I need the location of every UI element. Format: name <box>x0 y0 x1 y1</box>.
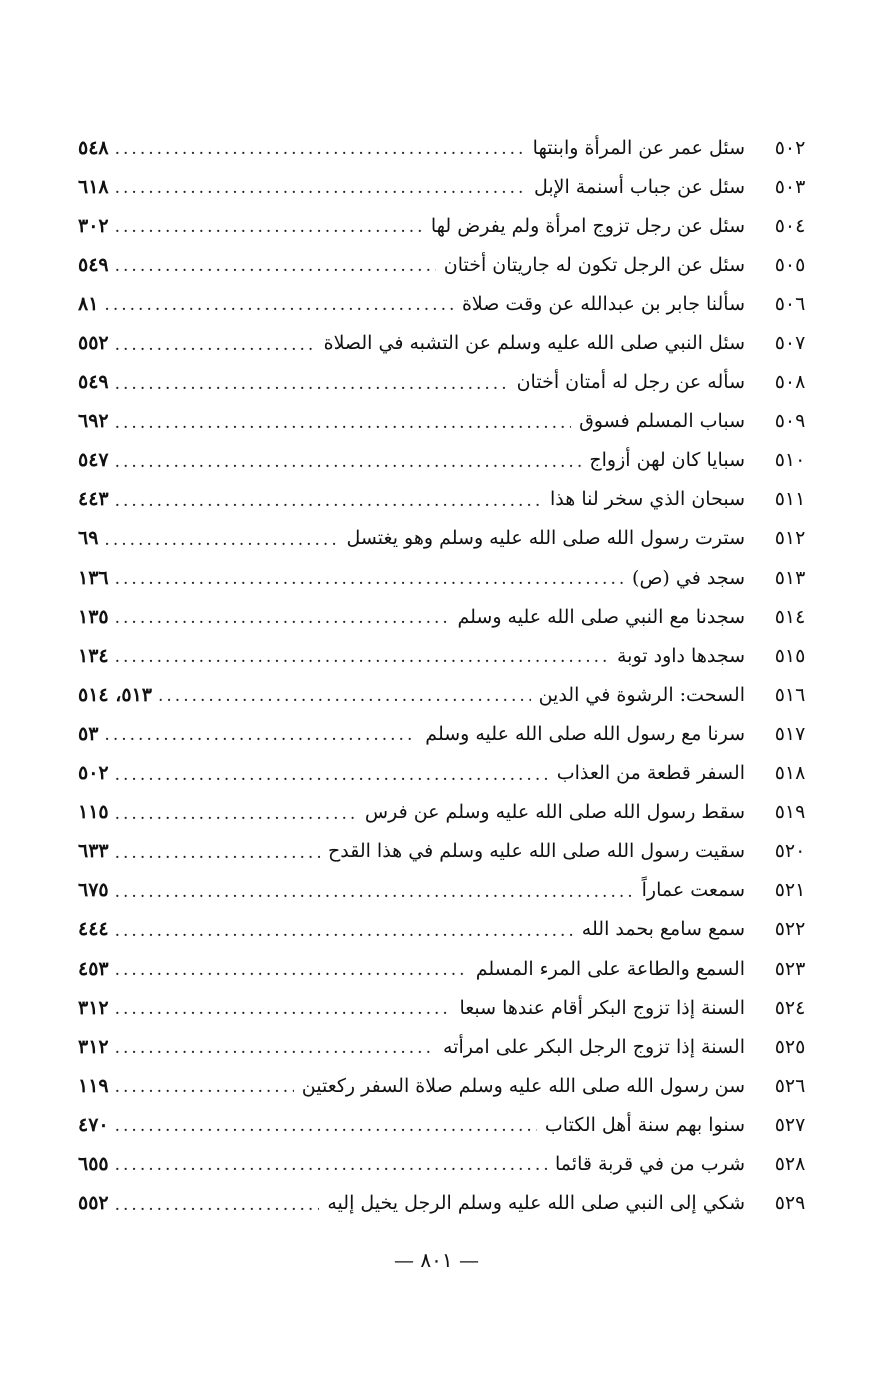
leader-dots <box>115 1001 452 1018</box>
entry-title: سباب المسلم فسوق <box>579 410 745 433</box>
index-entry <box>78 832 821 871</box>
entry-page: ٤٤٤ <box>78 918 109 941</box>
entry-number: ٥٠٥ <box>774 253 806 276</box>
entry-page: ٤٥٣ <box>78 957 109 980</box>
entry-page: ٣١٢ <box>78 1035 109 1058</box>
entry-number: ٥١٩ <box>774 801 806 824</box>
leader-dots <box>115 845 320 862</box>
entry-title: سئل عن رجل تزوج امرأة ولم يفرض لها <box>430 214 745 237</box>
leader-dots <box>115 649 609 666</box>
entry-title: سرنا مع رسول الله صلى الله عليه وسلم <box>425 722 745 745</box>
entry-title: سئل عن الرجل تكون له جاريتان أختان <box>443 253 745 276</box>
entry-number: ٥١٠ <box>774 449 806 472</box>
entry-title: السفر قطعة من العذاب <box>556 762 745 785</box>
entry-page: ١٣٦ <box>78 566 109 589</box>
index-entry <box>78 597 821 636</box>
index-entry <box>78 871 821 910</box>
leader-dots <box>115 806 357 823</box>
entry-number: ٥٢٧ <box>774 1113 806 1136</box>
entry-title: سألنا جابر بن عبدالله عن وقت صلاة <box>461 292 745 315</box>
entry-page: ٦٣٣ <box>78 840 109 863</box>
entry-page: ١١٥ <box>78 801 109 824</box>
entry-page: ٥٤٩ <box>78 253 109 276</box>
entry-page: ٥٤٨ <box>78 136 109 159</box>
entry-title: سقيت رسول الله صلى الله عليه وسلم في هذا القدح <box>327 840 745 863</box>
leader-dots <box>115 258 436 275</box>
entry-page: ٤٧٠ <box>78 1113 109 1136</box>
entry-page: ٣١٢ <box>78 996 109 1019</box>
entry-number: ٥٠٦ <box>774 292 806 315</box>
entry-title: شكي إلى النبي صلى الله عليه وسلم الرجل يخيل إليه <box>327 1192 745 1215</box>
entry-page: ٦٩ <box>78 527 99 550</box>
index-entry <box>78 793 821 832</box>
entry-number: ٥٢٣ <box>774 957 806 980</box>
leader-dots <box>115 1079 294 1096</box>
leader-dots <box>115 219 423 236</box>
index-entry <box>78 441 821 480</box>
leader-dots <box>115 610 450 627</box>
index-entry <box>78 323 821 362</box>
entry-number: ٥٢٢ <box>774 918 806 941</box>
leader-dots <box>104 532 338 549</box>
entry-page: ٨١ <box>78 292 99 315</box>
index-entry <box>78 988 821 1027</box>
index-entry <box>78 558 821 597</box>
entry-title: سجدها داود توبة <box>617 644 745 667</box>
leader-dots <box>104 297 454 314</box>
index-entry <box>78 245 821 284</box>
entry-number: ٥١٥ <box>774 644 806 667</box>
entry-page: ٦٩٢ <box>78 410 109 433</box>
entry-number: ٥١٤ <box>774 605 806 628</box>
entry-title: سأله عن رجل له أمتان أختان <box>516 371 745 394</box>
entry-number: ٥١١ <box>774 488 806 511</box>
entry-title: سن رسول الله صلى الله عليه وسلم صلاة السفر ركعتين <box>301 1074 745 1097</box>
index-entry <box>78 910 821 949</box>
entry-title: سئل عن جباب أسنمة الإبل <box>533 175 745 198</box>
entry-title: سجد في (ص) <box>632 566 745 589</box>
leader-dots <box>115 571 624 588</box>
leader-dots <box>115 376 509 393</box>
index-entry <box>78 1144 821 1183</box>
entry-title: سقط رسول الله صلى الله عليه وسلم عن فرس <box>364 801 745 824</box>
entry-page: ٤٤٣ <box>78 488 109 511</box>
entry-number: ٥٢٠ <box>774 840 806 863</box>
leader-dots <box>115 767 549 784</box>
entry-number: ٥١٢ <box>774 527 806 550</box>
entry-number: ٥١٣ <box>774 566 806 589</box>
index-entry <box>78 206 821 245</box>
entry-page: ٥١٣، ٥١٤ <box>78 683 152 706</box>
index-entry <box>78 675 821 714</box>
entry-number: ٥١٧ <box>774 722 806 745</box>
leader-dots <box>115 923 574 940</box>
leader-dots <box>115 962 468 979</box>
index-entry <box>78 1066 821 1105</box>
leader-dots <box>104 727 417 744</box>
index-entry <box>78 949 821 988</box>
entry-title: سئل عمر عن المرأة وابنتها <box>532 136 745 159</box>
entry-number: ٥٢٥ <box>774 1035 806 1058</box>
index-entry <box>78 402 821 441</box>
entry-number: ٥٢٨ <box>774 1152 806 1175</box>
index-entry <box>78 1105 821 1144</box>
entry-title: سئل النبي صلى الله عليه وسلم عن التشبه في الصلاة <box>323 332 745 355</box>
entry-title: سنوا بهم سنة أهل الكتاب <box>544 1113 745 1136</box>
index-entries <box>78 128 821 1223</box>
entry-title: السحت: الرشوة في الدين <box>538 683 745 706</box>
leader-dots <box>115 1040 435 1057</box>
entry-number: ٥٠٤ <box>774 214 806 237</box>
entry-title: سمعت عماراً <box>641 879 745 902</box>
index-entry <box>78 363 821 402</box>
entry-page: ٥٥٢ <box>78 1192 109 1215</box>
entry-title: السمع والطاعة على المرء المسلم <box>475 957 745 980</box>
entry-number: ٥٠٣ <box>774 175 806 198</box>
entry-page: ٣٠٢ <box>78 214 109 237</box>
index-entry <box>78 636 821 675</box>
entry-page: ٦٧٥ <box>78 879 109 902</box>
page-number: — ٨٠١ — <box>394 1248 479 1272</box>
entry-number: ٥٢٦ <box>774 1074 806 1097</box>
leader-dots <box>115 1197 320 1214</box>
entry-page: ٥٥٢ <box>78 332 109 355</box>
index-entry <box>78 714 821 753</box>
leader-dots <box>115 141 525 158</box>
index-entry <box>78 519 821 558</box>
index-entry <box>78 754 821 793</box>
entry-page: ٥٤٩ <box>78 371 109 394</box>
leader-dots <box>115 337 316 354</box>
index-entry <box>78 128 821 167</box>
entry-number: ٥٠٩ <box>774 410 806 433</box>
leader-dots <box>115 1118 537 1135</box>
index-entry <box>78 1027 821 1066</box>
entry-page: ٥٠٢ <box>78 762 109 785</box>
index-entry <box>78 480 821 519</box>
entry-number: ٥٠٨ <box>774 371 806 394</box>
entry-number: ٥١٨ <box>774 762 806 785</box>
entry-number: ٥٢١ <box>774 879 806 902</box>
leader-dots <box>158 688 531 705</box>
entry-number: ٥١٦ <box>774 683 806 706</box>
entry-title: سمع سامع بحمد الله <box>581 918 745 941</box>
entry-title: السنة إذا تزوج البكر أقام عندها سبعا <box>459 996 745 1019</box>
entry-page: ١١٩ <box>78 1074 109 1097</box>
leader-dots <box>115 180 526 197</box>
leader-dots <box>115 1157 547 1174</box>
entry-number: ٥٠٢ <box>774 136 806 159</box>
entry-page: ١٣٥ <box>78 605 109 628</box>
leader-dots <box>115 884 634 901</box>
entry-number: ٥٠٧ <box>774 332 806 355</box>
index-entry <box>78 284 821 323</box>
leader-dots <box>115 415 571 432</box>
entry-page: ٥٤٧ <box>78 449 109 472</box>
entry-page: ١٣٤ <box>78 644 109 667</box>
leader-dots <box>115 493 542 510</box>
entry-title: سترت رسول الله صلى الله عليه وسلم وهو يغتسل <box>346 527 745 550</box>
entry-title: سجدنا مع النبي صلى الله عليه وسلم <box>457 605 745 628</box>
entry-number: ٥٢٤ <box>774 996 806 1019</box>
entry-page: ٦١٨ <box>78 175 109 198</box>
entry-page: ٦٥٥ <box>78 1152 109 1175</box>
entry-page: ٥٣ <box>78 722 99 745</box>
index-entry <box>78 1184 821 1223</box>
entry-title: السنة إذا تزوج الرجل البكر على امرأته <box>442 1035 745 1058</box>
entry-title: سبحان الذي سخر لنا هذا <box>550 488 745 511</box>
entry-title: شرب من في قربة قائما <box>555 1152 745 1175</box>
index-entry <box>78 167 821 206</box>
entry-number: ٥٢٩ <box>774 1192 806 1215</box>
entry-title: سبايا كان لهن أزواج <box>589 449 745 472</box>
leader-dots <box>115 454 582 471</box>
